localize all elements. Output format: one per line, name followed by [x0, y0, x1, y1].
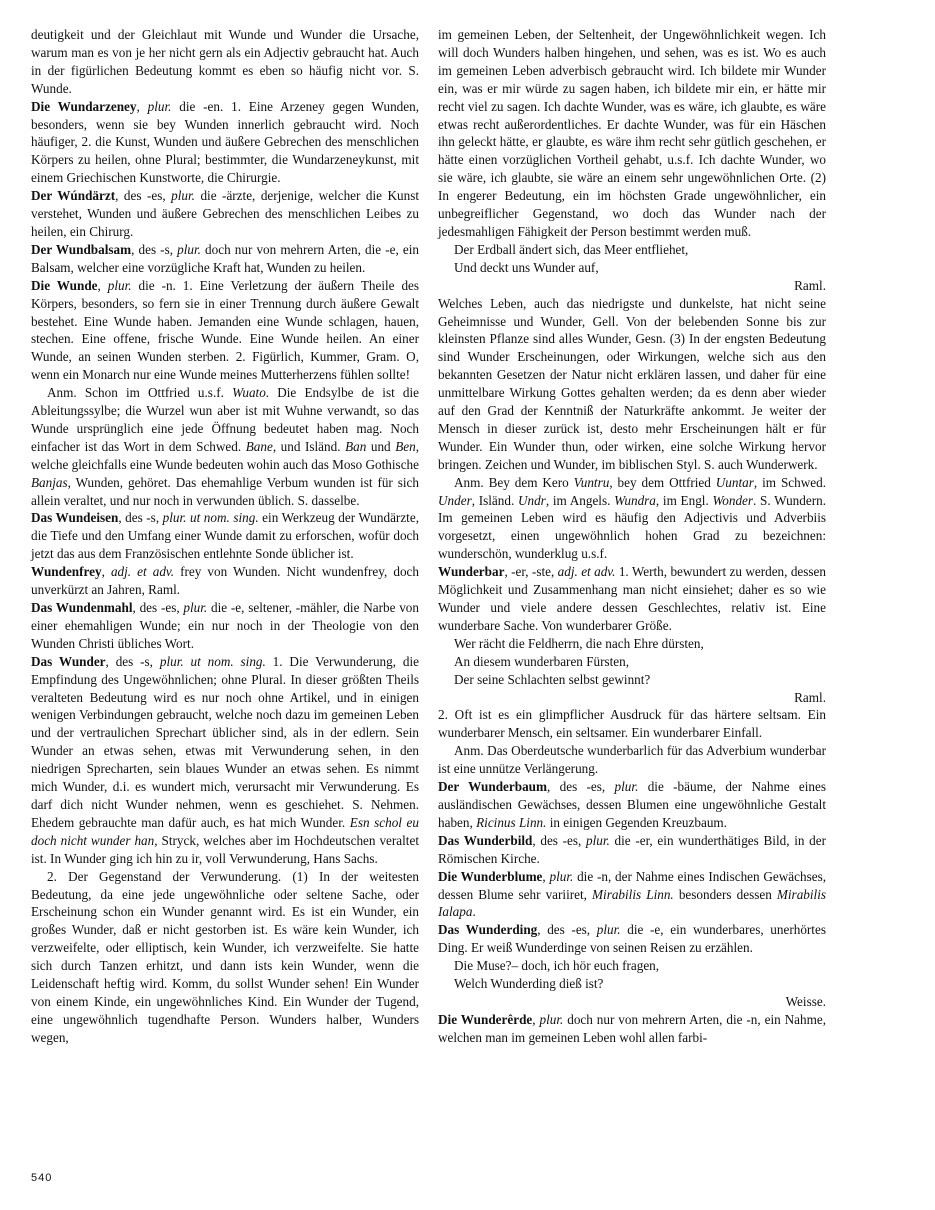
headword: Das Wunderding — [438, 922, 538, 938]
text-run: , — [136, 98, 148, 114]
entry-paragraph — [438, 1011, 826, 1047]
italic-text: Esn schol eu doch nicht wunder han — [31, 814, 419, 848]
entry-paragraph — [31, 653, 419, 868]
text-run: , — [101, 564, 111, 580]
italic-text: Bane — [245, 438, 273, 454]
text-run: ein Werkzeug der Wundärzte, die Tiefe und den Umfang einer Wunde damit zu erforschen, wofür doch jetzt das aus dem Französischen entlehnte Sonde üblicher ist. — [31, 510, 419, 562]
entry-paragraph — [31, 599, 419, 653]
text-run: Der seine Schlachten selbst gewinnt? — [454, 671, 651, 687]
verse-line — [438, 671, 826, 689]
note-paragraph — [31, 384, 419, 509]
entry-paragraph — [438, 706, 826, 742]
entry-paragraph — [31, 277, 419, 384]
text-run: , des -es, — [537, 922, 597, 938]
text-run: , des -s, — [105, 653, 160, 669]
headword: Das Wundenmahl — [31, 600, 133, 615]
text-run: , im Engl. — [655, 492, 713, 508]
entry-paragraph — [438, 868, 826, 922]
italic-text: Ben — [395, 438, 416, 454]
page-number: 540 — [31, 1172, 53, 1184]
entry-paragraph — [438, 832, 826, 868]
text-run: , des -s, — [131, 241, 178, 257]
text-run: Anm. Schon im Ottfried u.s.f. — [47, 385, 233, 401]
text-run: Raml. — [794, 277, 826, 293]
italic-text: plur. — [539, 1011, 564, 1027]
headword: Wunderbar — [438, 564, 505, 580]
headword: Die Wunderêrde — [438, 1011, 533, 1027]
text-run: und — [366, 438, 396, 454]
headword: Der Wúndärzt — [31, 188, 116, 204]
attribution — [438, 689, 826, 707]
text-run: , Isländ. — [471, 492, 518, 508]
text-run: Anm. Das Oberdeutsche wunderbarlich für das Adverbium wunderbar ist eine unnütze Verlängerung. — [438, 743, 826, 777]
entry-paragraph — [31, 241, 419, 277]
italic-text: plur. — [171, 188, 195, 204]
text-run: , des -es, — [547, 779, 615, 795]
text-run: doch nur von mehrern Arten, die -e, ein Balsam, welcher eine vorzügliche Kraft hat, Wunden zu heilen. — [31, 241, 419, 275]
italic-text: Under — [438, 492, 472, 508]
text-run: , -er, -ste, — [504, 564, 558, 580]
text-run: , des -es, — [115, 188, 172, 204]
italic-text: Wonder — [712, 492, 754, 508]
headword: Die Wunde — [31, 277, 98, 293]
text-run: . S. Wundern. Im gemeinen Leben wird es häufig den Adjectivis und Adverbiis vorgesetzt, einen ungewöhnlich hohen Grad zu bezeichnen: wunderschön, wunderklug u.s.f. — [438, 492, 826, 562]
italic-text: plur. ut nom. sing. — [159, 653, 266, 669]
text-run: , im Schwed. — [753, 474, 826, 490]
text-run: , bey dem Ottfried — [609, 474, 716, 490]
text-run: , — [542, 868, 550, 884]
entry-paragraph — [31, 26, 419, 98]
verse-line — [438, 635, 826, 653]
text-run: An diesem wunderbaren Fürsten, — [454, 653, 630, 669]
note-paragraph — [31, 868, 419, 1047]
italic-text: Vuntru — [573, 474, 610, 490]
italic-text: plur. — [549, 868, 574, 884]
entry-paragraph — [31, 98, 419, 188]
italic-text: plur. — [596, 922, 621, 938]
entry-paragraph — [438, 26, 826, 241]
entry-paragraph — [31, 187, 419, 241]
verse-line — [438, 653, 826, 671]
text-run: , des -es, — [532, 832, 586, 848]
verse-line — [438, 241, 826, 259]
italic-text: plur. — [107, 277, 132, 293]
entry-paragraph — [438, 295, 826, 474]
headword: Der Wunderbaum — [438, 779, 547, 795]
headword: Das Wunder — [31, 653, 106, 669]
italic-text: Ban — [345, 438, 367, 454]
text-run: im gemeinen Leben, der Seltenheit, der Ungewöhnlichkeit wegen. Ich will doch Wunders halben hingehen, und sehen, was es ist. Wo es auch im gemeinen Leben adverbisch gebraucht wird. Ich bildete mir Wunder ein, was er mir würde zu sagen haben, ich bildete mir ein, er hätte mir recht viel zu sagen. Ich dachte Wunder, was es wäre, ich glaubte, es wäre etwas recht außerordentliches. Er dachte Wunder, was für ein Häschen ihn geleckt hätte, er glaubte, es wäre ihm recht sehr gütlich geschehen, er hätte einen vorzüglichen Vortheil gehabt, u.s.f. Ich dachte Wunder, wo sie wäre, ich glaubte, sie wäre an einem sehr ungewöhnlichen Orte. (2) In engerer Bedeutung, ein im höchsten Grade ungewöhnlicher, ein unbegreiflicher Gegenstand, wo doch das Wunder nach der jedesmahligen Fähigkeit der Person bestimmt werden muß. — [438, 27, 826, 239]
text-run: Wer rächt die Feldherrn, die nach Ehre dürsten, — [454, 635, 704, 651]
italic-text: Banjas — [31, 474, 68, 490]
entry-paragraph — [438, 778, 826, 832]
text-run: Raml. — [794, 689, 826, 705]
text-run: , Wunden, gehöret. Das ehemahlige Verbum wunden ist für sich allein veraltet, und nur noch in verwunden üblich. S. dasselbe. — [31, 474, 419, 508]
entry-paragraph — [438, 921, 826, 957]
verse-line — [438, 975, 826, 993]
text-run: 2. Der Gegenstand der Verwunderung. (1) In der weitesten Bedeutung, da eine jede ungewöhnliche oder seltene Sache, oder Erscheinung schon ein Wunder genannt wird. Es ist ein Wunder, ein großes Wunder, daß er nicht gestorben ist. Es wäre kein Wunder, ich verzweifelte, oder elliptisch, kein Wunder, ich verzweifelte. Sie hatte sich durch Tanzen erhitzt, und dann ists kein Wunder, wenn die Leidenschaft heftig wird. Komm, du sollst Wunder sehen! Ein Wunder von einem Kinde, ein ungewöhnliches Kind. Ein Wunder der Tugend, eine ungewöhnlich tugendhafte Person. Wunders halber, Wunders wegen, — [31, 868, 419, 1045]
text-run: frey von Wunden. Nicht wundenfrey, doch unverkürzt an Jahren, Raml. — [31, 564, 419, 598]
text-run: , Stryck, welches aber im Hochdeutschen veraltet ist. In Wunder ging ich hin zu ir, voll Verwunderung, Hans Sachs. — [31, 832, 419, 866]
text-run: , — [532, 1011, 540, 1027]
italic-text: plur. — [586, 832, 610, 848]
verse-line — [438, 259, 826, 277]
text-run: , und Isländ. — [272, 438, 346, 454]
verse-line — [438, 957, 826, 975]
text-run: in einigen Gegenden Kreuzbaum. — [546, 814, 727, 830]
italic-text: plur. — [614, 779, 639, 795]
italic-text: adj. et adv. — [557, 564, 616, 580]
attribution — [438, 993, 826, 1011]
text-run: Weisse. — [785, 993, 826, 1009]
text-run: doch nur von mehrern Arten, die -n, ein Nahme, welchen man im gemeinen Leben wohl allen farbi- — [438, 1011, 826, 1045]
text-run: . Die Endsylbe de ist die Ableitungssylbe; die Wurzel wun aber ist mit Wuhne verwandt, so das Wunde ursprünglich eine jede Öffnung bedeutet haben mag. Noch einfacher ist das Wort in dem Schwed. — [31, 385, 419, 454]
text-run: . — [472, 904, 476, 920]
right-column — [438, 26, 826, 1047]
italic-text: adj. et adv. — [110, 564, 175, 580]
headword: Der Wundbalsam — [31, 241, 132, 257]
note-paragraph — [438, 474, 826, 564]
entry-paragraph — [31, 563, 419, 599]
text-run: besonders dessen — [673, 886, 777, 902]
italic-text: Wuato — [232, 385, 266, 401]
headword: Das Wunderbild — [438, 832, 533, 848]
italic-text: Mirabilis Linn. — [592, 886, 674, 902]
entry-paragraph — [31, 509, 419, 563]
text-run: , welche gleichfalls eine Wunde bedeuten wohin auch das Moso Gothische — [31, 438, 420, 472]
headword: Die Wundarzeney — [31, 98, 137, 114]
italic-text: plur. — [147, 98, 172, 114]
italic-text: Mirabilis Ialapa — [438, 886, 826, 920]
text-run: 2. Oft ist es ein glimpflicher Ausdruck für das härtere seltsam. Ein wunderbarer Mensch, ein seltsamer. Ein wunderbarer Einfall. — [438, 707, 826, 741]
text-run: die -n. 1. Eine Verletzung der äußern Theile des Körpers, besonders, so fern sie in einer Trennung durch äußere Gewalt bestehet. Eine Wunde haben. Jemanden eine Wunde schlagen, hauen, stechen. Eine offene, frische Wunde. Eine Wunde heilen. An einer Wunde, an seinen Wunden sterben. 2. Figürlich, Kummer, Gram. O, wenn ein Monarch nur eine Wunde meines Mutterherzens fühlen sollte! — [31, 277, 420, 383]
text-run: 1. Die Verwunderung, die Empfindung des Ungewöhnlichen; ohne Plural. In dieser größten Theils veralteten Bedeutung wird es nur noch ohne Artikel, und in einigen wenigen Verbindungen gebraucht, welche noch dazu im gemeinen Leben und der vertraulichen Sprechart üblicher sind, als in der edlern. Sein Wunder an etwas sehen, etwas mit Verwunderung sehen, in den niedrigen Sprecharten, sein blaues Wunder an etwas sehen. Es nimmt mich Wunder, d.i. es wundert mich, verursacht mir Verwunderung. Es darf dich nicht Wunder nehmen, wenn es geschiehet. S. Nehmen. Ehedem gebrauchte man dafür auch, es hat mich Wunder. — [31, 653, 420, 830]
text-run: , des -s, — [118, 510, 163, 526]
text-run: , des -es, — [132, 600, 184, 615]
headword: Die Wunderblume — [438, 868, 543, 884]
text-run: Welch Wunderding dieß ist? — [454, 976, 604, 992]
text-run: die -e, ein wunderbares, unerhörtes Ding. Er weiß Wunderdinge von seinen Reisen zu erzählen. — [438, 922, 826, 956]
left-column — [31, 26, 419, 1047]
entry-paragraph — [438, 563, 826, 635]
italic-text: Wundra — [614, 492, 656, 508]
italic-text: plur. — [183, 600, 208, 615]
note-paragraph — [438, 742, 826, 778]
text-run: die -bäume, der Nahme eines ausländischen Gewächses, dessen Blumen eine ungewöhnliche Gestalt haben, — [438, 779, 826, 830]
italic-text: Ricinus Linn. — [476, 814, 547, 830]
text-run: deutigkeit und der Gleichlaut mit Wunde und Wunder die Ursache, warum man es von je her nicht gern als ein Adjectiv gebraucht hat. Auch in der figürlichen Bedeutung kommt es eben so häufig nicht vor. S. Wunde. — [31, 27, 419, 96]
text-run: die -e, seltener, -mähler, die Narbe von einer ehemahligen Wunde; ein nur noch in der Theologie von den Wunden Christi übliches Wort. — [31, 600, 419, 651]
headword: Das Wundeisen — [31, 510, 119, 526]
text-run: die -n, der Nahme eines Indischen Gewächses, dessen Blume sehr variiret, — [438, 868, 827, 902]
text-run: Die Muse?– doch, ich hör euch fragen, — [454, 958, 660, 974]
text-run: , — [97, 277, 108, 293]
text-run: Und deckt uns Wunder auf, — [454, 259, 599, 275]
headword: Wundenfrey — [31, 564, 102, 580]
text-run: die -en. 1. Eine Arzeney gegen Wunden, besonders, wenn sie bey Wunden innerlich gebraucht wird. Noch häufiger, 2. die Kunst, Wunden und äußere Gebrechen des menschlichen Körpers zu heilen, ohne Plural; bestimmter, die Wundarzeneykunst, mit einem Griechischen Kunstworte, die Chirurgie. — [31, 98, 419, 186]
attribution — [438, 277, 826, 295]
italic-text: plur. ut nom. sing. — [162, 510, 259, 526]
text-run: , im Angels. — [545, 492, 615, 508]
text-run: Anm. Bey dem Kero — [454, 474, 574, 490]
text-run: die -er, ein wunderthätiges Bild, in der Römischen Kirche. — [438, 832, 826, 866]
italic-text: plur. — [177, 241, 201, 257]
text-run: Welches Leben, auch das niedrigste und dunkelste, hat nicht seine Geheimnisse und Wunder, Gell. Von der belebenden Sonne bis zur kleinsten Pflanze sind alles Wunder, Gesn. (3) In der engsten Bedeutung sind Wunder Erscheinungen, oder Wirkungen, welche sich aus den bekannten Gesetzen der Natur nicht erklären lassen, und daher für eine unmittelbare Wirkung Gottes gehalten werden; da es denn aber wieder auf den Grad der Kenntniß der Naturkräfte ankommt. Je weiter der Mensch in dieser zurück ist, desto mehr Erscheinungen hält er für Wunder. Ein Wunder thun, oder wirken, eine solche Wirkung hervor bringen. Zeichen und Wunder, im biblischen Styl. S. auch Wunderwerk. — [438, 295, 826, 472]
text-run: die -ärzte, derjenige, welcher die Kunst verstehet, Wunden und äußere Gebrechen des menschlichen Leibes zu heilen, ein Chirurg. — [31, 188, 419, 239]
italic-text: Uuntar — [715, 474, 754, 490]
italic-text: Undr — [517, 492, 546, 508]
text-run: 1. Werth, bewundert zu werden, dessen Möglichkeit und Zusammenhang man nicht einsiehet; daher es so wie Wunder und viele andere dessen Geschlechtes, relativ ist. Eine wunderbare Sache. Von wunderbarer Größe. — [438, 564, 826, 633]
text-run: Der Erdball ändert sich, das Meer entfliehet, — [454, 241, 689, 257]
